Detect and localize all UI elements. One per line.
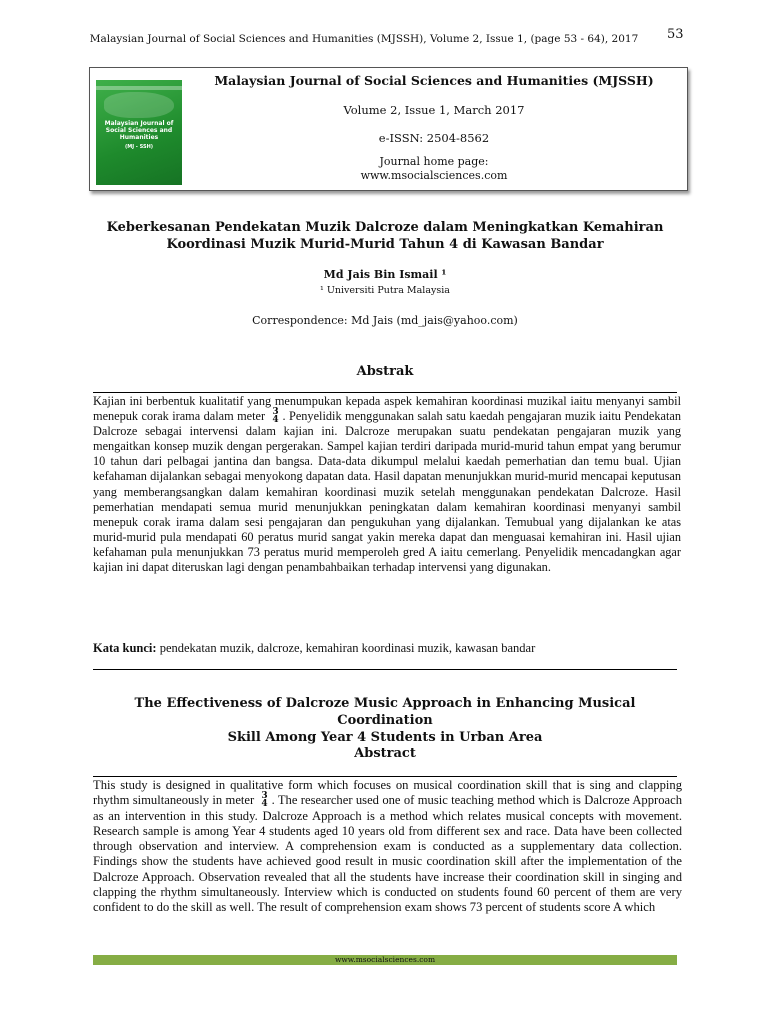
- correspondence: Correspondence: Md Jais (md_jais@yahoo.com): [252, 314, 518, 327]
- abstrak-heading: Abstrak: [356, 364, 414, 379]
- title-malay-line1: Keberkesanan Pendekatan Muzik Dalcroze dalam Meningkatkan Kemahiran: [106, 220, 664, 235]
- keywords-bottom-rule: [93, 669, 677, 670]
- abstrak-body: [93, 394, 681, 575]
- author-name: Md Jais Bin Ismail ¹: [323, 268, 447, 281]
- abstrak-top-rule: [93, 392, 677, 393]
- journal-volume: Volume 2, Issue 1, March 2017: [343, 103, 525, 117]
- running-head: Malaysian Journal of Social Sciences and Humanities (MJSSH), Volume 2, Issue 1, (page 53 - 64), 2017: [89, 33, 639, 45]
- journal-issn: e-ISSN: 2504-8562: [378, 131, 490, 145]
- keywords-label: Kata kunci:: [93, 641, 157, 655]
- paper-title-malay: [93, 219, 677, 253]
- title-english-line1: The Effectiveness of Dalcroze Music Approach in Enhancing Musical Coordination: [134, 696, 636, 728]
- homepage-link[interactable]: www.msocialsciences.com: [360, 169, 508, 182]
- title-malay-line2: Koordinasi Muzik Murid-Murid Tahun 4 di Kawasan Bandar: [166, 237, 604, 252]
- cover-title-line2: Social Sciences and: [105, 127, 173, 134]
- journal-name: Malaysian Journal of Social Sciences and Humanities (MJSSH): [214, 73, 654, 88]
- author-affiliation: ¹ Universiti Putra Malaysia: [320, 285, 450, 296]
- abstrak-text-start: Kajian ini berbentuk kualitatif yang menumpukan kepada aspek kemahiran koordinasi muzikal iaitu menyanyi sambil menepuk corak irama dalam meter: [93, 394, 681, 424]
- abstrak-text-rest: . Penyelidik menggunakan salah satu kaedah pengajaran muzik iaitu Pendekatan Dalcroze sebagai intervensi dalam kajian ini. Dalcroze merupakan suatu pendekatan pengajaran muzik yang mengaitkan konsep muzik dengan pergerakan. Sampel kajian terdiri daripada murid-murid tahun empat yang berumur 10 tahun dari pelbagai jantina dan bangsa. Data-data dikumpul melalui kaedah pemerhatian dan temu bual. Ujian kefahaman dijalankan sebagai menyokong dapatan data. Hasil dapatan menunjukkan murid-murid mencapai keputusan yang memberangsangkan dalam kemahiran koordinasi muzik setelah menggunakan pendekatan Dalcroze. Hasil pemerhatian mendapati semua murid menunjukkan peningkatan dalam kemahiran koordinasi menyanyi sambil menepuk corak irama dalam sesi pengajaran dan pengukuhan yang dijalankan. Temubual yang dijalankan ke atas murid-murid pula mendapati 60 peratus murid sangat yakin mereka dapat dan menguasai kemahiran ini. Hasil ujian kefahaman pula menunjukkan 73 peratus murid memperoleh gred A iaitu cemerlang. Penyelidik mencadangkan agar kajian ini dapat diteruskan lagi dengan penambahbaikan terhadap intervensi yang digunakan.: [93, 409, 681, 575]
- meter-three-four-icon: 3 4: [261, 791, 268, 810]
- abstract-body: [93, 778, 682, 916]
- journal-cover-image: [96, 80, 182, 185]
- cover-title-line1: Malaysian Journal of: [104, 120, 174, 127]
- homepage-label: Journal home page:: [379, 155, 489, 168]
- keywords-list: pendekatan muzik, dalcroze, kemahiran koordinasi muzik, kawasan bandar: [156, 641, 536, 655]
- title-english-line2: Skill Among Year 4 Students in Urban Area: [227, 730, 543, 745]
- page-number: 53: [667, 27, 684, 42]
- cover-title-line4: (MJ - SSH): [124, 144, 154, 150]
- cover-strip: [96, 86, 182, 90]
- abstract-top-rule: [93, 776, 677, 777]
- paper-title-english: [93, 695, 677, 746]
- cover-world-map: [104, 92, 174, 118]
- meter-three-four-icon: 3 4: [272, 407, 279, 426]
- abstract-text-start: This study is designed in qualitative form which focuses on musical coordination skill that is sing and clapping rhythm simultaneously in meter: [93, 778, 682, 808]
- keywords: [93, 641, 535, 656]
- abstract-text-rest: . The researcher used one of music teaching method which is Dalcroze Approach as an intervention in this study. Dalcroze Approach is a method which relates musical concepts with movement. Research sample is among Year 4 students aged 10 years old from different sex and race. Data have been collected through observation and interview. A comprehension exam is conducted as a supplementary data collection. Findings show the students have achieved good result in music coordination skill after the implementation of the Dalcroze Approach. Observation revealed that all the students have increase their coordination skill in singing and clapping the rhythm simultaneously. Interview which is conducted on students found 60 percent of them are very confident to do the skill as well. The result of comprehension exam shows 73 percent of students score A which: [93, 793, 682, 915]
- cover-title-line3: Humanities: [119, 134, 159, 141]
- footer-link[interactable]: www.msocialsciences.com: [334, 955, 436, 964]
- abstract-heading: Abstract: [354, 746, 416, 761]
